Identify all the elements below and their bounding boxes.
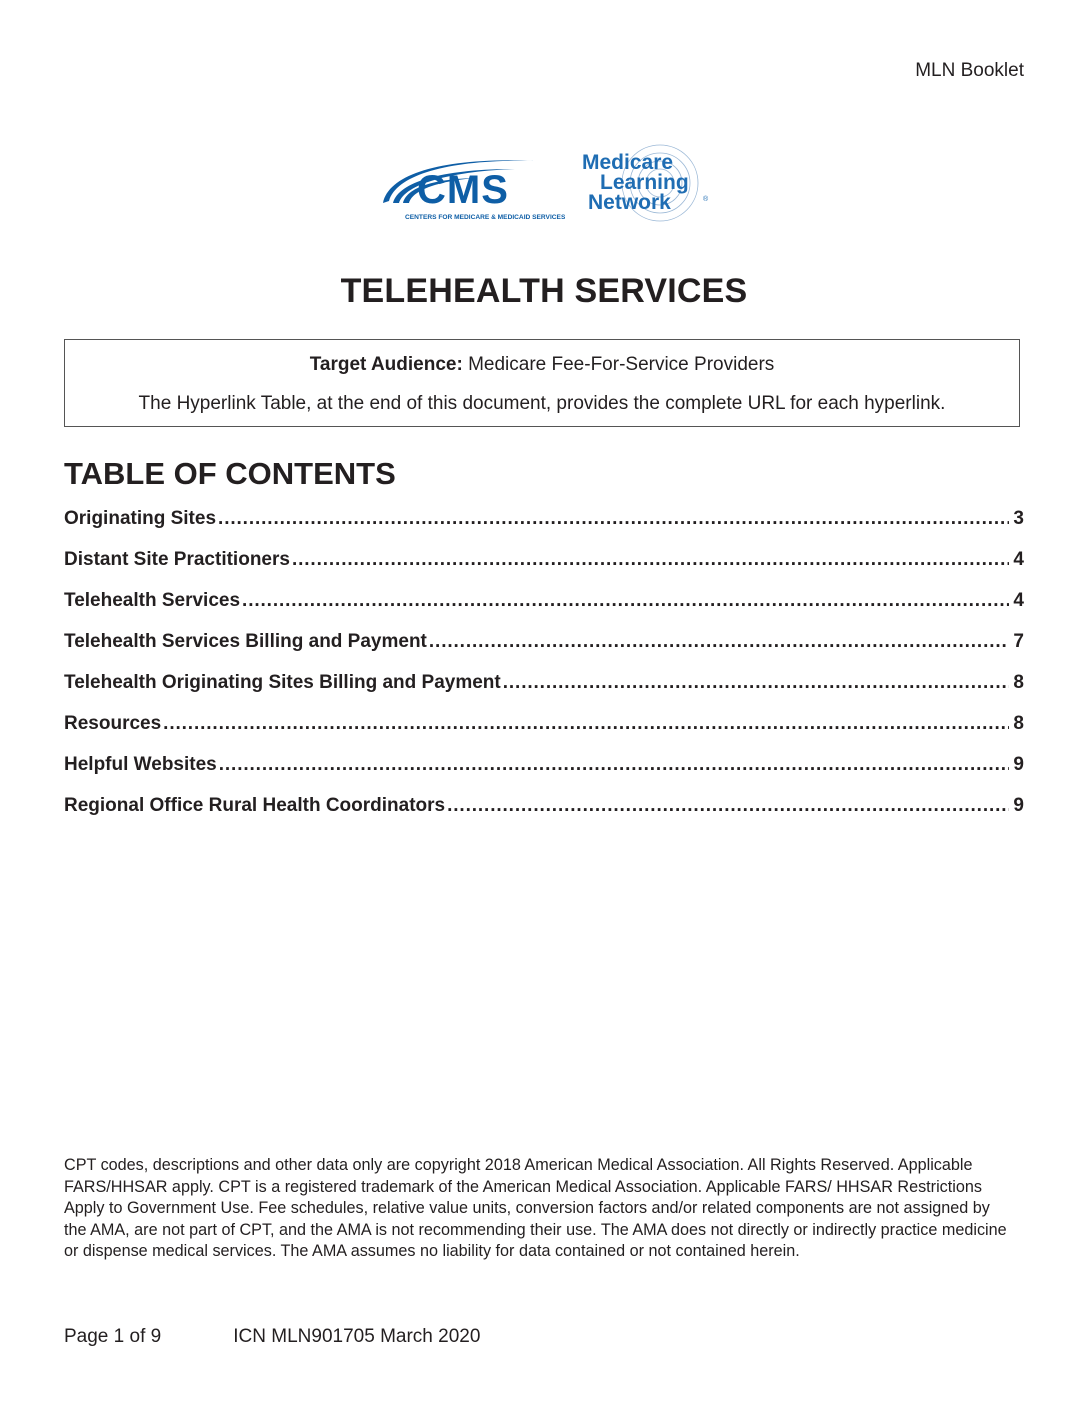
logo-group	[375, 143, 715, 228]
booklet-label: MLN Booklet	[915, 60, 1024, 81]
page-footer	[64, 1326, 480, 1348]
cms-tagline: CENTERS FOR MEDICARE & MEDICAID SERVICES	[405, 214, 565, 221]
toc-item-title: Telehealth Originating Sites Billing and Payment	[64, 672, 501, 693]
toc-item-telehealth-services[interactable]	[64, 590, 1024, 631]
toc-leader-dots	[219, 754, 1010, 776]
toc-item-page: 9	[1013, 795, 1024, 816]
target-audience-line	[65, 354, 1019, 376]
toc-leader-dots	[163, 713, 1009, 735]
icn-label: ICN MLN901705 March 2020	[233, 1326, 481, 1347]
toc-item-services-billing-payment[interactable]	[64, 631, 1024, 672]
cms-logo	[375, 151, 565, 223]
cms-wordmark: CMS	[417, 168, 509, 212]
toc-list	[64, 508, 1024, 836]
hyperlink-note: The Hyperlink Table, at the end of this document, provides the complete URL for each hyperlink.	[138, 393, 946, 414]
mln-line3: Network	[588, 191, 671, 214]
toc-item-regional-office-coordinators[interactable]	[64, 795, 1024, 836]
toc-item-title: Regional Office Rural Health Coordinators	[64, 795, 446, 816]
audience-box	[64, 339, 1020, 427]
mln-registered-mark: ®	[703, 196, 709, 203]
toc-item-resources[interactable]	[64, 713, 1024, 754]
toc-leader-dots	[447, 795, 1009, 817]
toc-item-distant-site-practitioners[interactable]	[64, 549, 1024, 590]
toc-leader-dots	[429, 631, 1010, 653]
toc-heading: TABLE OF CONTENTS	[64, 456, 396, 491]
toc-item-page: 8	[1013, 672, 1024, 693]
toc-item-page: 3	[1013, 508, 1024, 529]
toc-item-page: 9	[1013, 754, 1024, 775]
toc-item-page: 4	[1013, 549, 1024, 570]
toc-leader-dots	[218, 508, 1009, 530]
mln-line2: Learning	[600, 171, 689, 194]
toc-item-page: 8	[1013, 713, 1024, 734]
toc-leader-dots	[242, 590, 1009, 612]
toc-item-helpful-websites[interactable]	[64, 754, 1024, 795]
target-audience-value: Medicare Fee-For-Service Providers	[468, 354, 775, 375]
target-audience-label: Target Audience:	[309, 354, 463, 375]
toc-item-page: 7	[1013, 631, 1024, 652]
toc-item-page: 4	[1013, 590, 1024, 611]
toc-item-originating-sites-billing-payment[interactable]	[64, 672, 1024, 713]
copyright-disclaimer: CPT codes, descriptions and other data only are copyright 2018 American Medical Association. All Rights Reserved. Applicable FARS/HHSAR apply. CPT is a registered trademark of the American Medical Association. Applicable FARS/ HHSAR Restrictions Apply to Government Use. Fee schedules, relative value units, conversion factors and/or related components are not assigned by the AMA, are not part of CPT, and the AMA is not recommending their use. The AMA does not directly or indirectly practice medicine or dispense medical services. The AMA assumes no liability for data contained or not contained herein.	[64, 1156, 1007, 1261]
toc-item-title: Telehealth Services Billing and Payment	[64, 631, 427, 652]
document-title: TELEHEALTH SERVICES	[340, 272, 748, 310]
mln-logo	[580, 143, 715, 225]
toc-item-title: Resources	[64, 713, 162, 734]
toc-item-title: Originating Sites	[64, 508, 217, 529]
toc-item-originating-sites[interactable]	[64, 508, 1024, 549]
toc-leader-dots	[503, 672, 1010, 694]
toc-leader-dots	[292, 549, 1009, 571]
page-number: Page 1 of 9	[64, 1326, 162, 1347]
toc-item-title: Distant Site Practitioners	[64, 549, 290, 570]
toc-item-title: Telehealth Services	[64, 590, 241, 611]
toc-item-title: Helpful Websites	[64, 754, 217, 775]
mln-line1: Medicare	[582, 151, 674, 174]
